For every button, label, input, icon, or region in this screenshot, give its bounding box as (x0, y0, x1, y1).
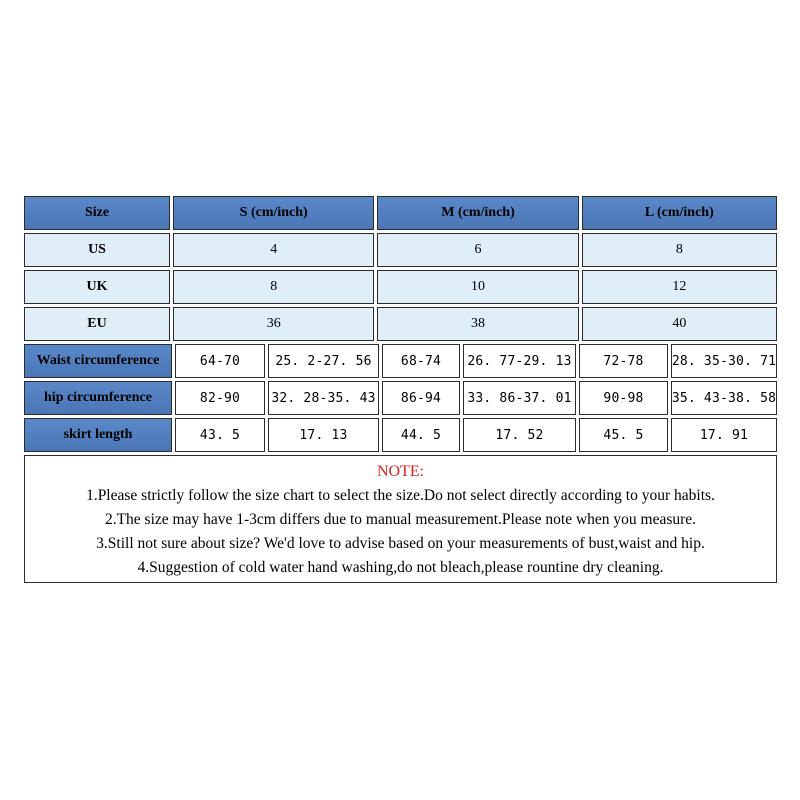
row-label: US (24, 233, 170, 267)
table-cell: 8 (582, 233, 777, 267)
notes-box (24, 455, 777, 583)
row-label: hip circumference (24, 381, 172, 415)
table-cell: 38 (377, 307, 578, 341)
table-cell: 26. 77-29. 13 (463, 344, 576, 378)
table-cell: 17. 52 (463, 418, 576, 452)
table-cell: 17. 91 (671, 418, 777, 452)
table-cell: 72-78 (579, 344, 668, 378)
header-l: L (cm/inch) (582, 196, 777, 230)
table-row-waist (24, 344, 777, 378)
row-label: EU (24, 307, 170, 341)
table-cell: 90-98 (579, 381, 668, 415)
header-s: S (cm/inch) (173, 196, 374, 230)
note-item: 1.Please strictly follow the size chart to select the size.Do not select directly according to your habits. (86, 487, 715, 504)
header-size: Size (24, 196, 170, 230)
table-cell: 43. 5 (175, 418, 265, 452)
table-cell: 40 (582, 307, 777, 341)
table-cell: 33. 86-37. 01 (463, 381, 576, 415)
table-cell: 45. 5 (579, 418, 668, 452)
table-row-eu (24, 307, 777, 341)
table-cell: 6 (377, 233, 578, 267)
row-label: UK (24, 270, 170, 304)
table-cell: 44. 5 (382, 418, 460, 452)
table-cell: 86-94 (382, 381, 460, 415)
note-item: 3.Still not sure about size? We'd love to advise based on your measurements of bust,waist and hip. (96, 535, 705, 552)
table-row-hip (24, 381, 777, 415)
table-cell: 64-70 (175, 344, 265, 378)
row-label: Waist circumference (24, 344, 172, 378)
header-row (24, 196, 777, 230)
table-cell: 8 (173, 270, 374, 304)
table-cell: 68-74 (382, 344, 460, 378)
table-cell: 12 (582, 270, 777, 304)
table-cell: 4 (173, 233, 374, 267)
table-cell: 28. 35-30. 71 (671, 344, 777, 378)
table-cell: 36 (173, 307, 374, 341)
row-label: skirt length (24, 418, 172, 452)
table-row-skirt (24, 418, 777, 452)
table-row-us (24, 233, 777, 267)
table-row-uk (24, 270, 777, 304)
table-cell: 25. 2-27. 56 (268, 344, 379, 378)
table-cell: 17. 13 (268, 418, 379, 452)
note-item: 2.The size may have 1-3cm differs due to manual measurement.Please note when you measure. (104, 511, 697, 528)
header-m: M (cm/inch) (377, 196, 578, 230)
size-chart (24, 196, 777, 583)
table-cell: 35. 43-38. 58 (671, 381, 777, 415)
table-cell: 32. 28-35. 43 (268, 381, 379, 415)
table-cell: 82-90 (175, 381, 265, 415)
note-item: 4.Suggestion of cold water hand washing,do not bleach,please rountine dry cleaning. (137, 559, 664, 576)
note-title: NOTE: (376, 463, 425, 480)
table-cell: 10 (377, 270, 578, 304)
